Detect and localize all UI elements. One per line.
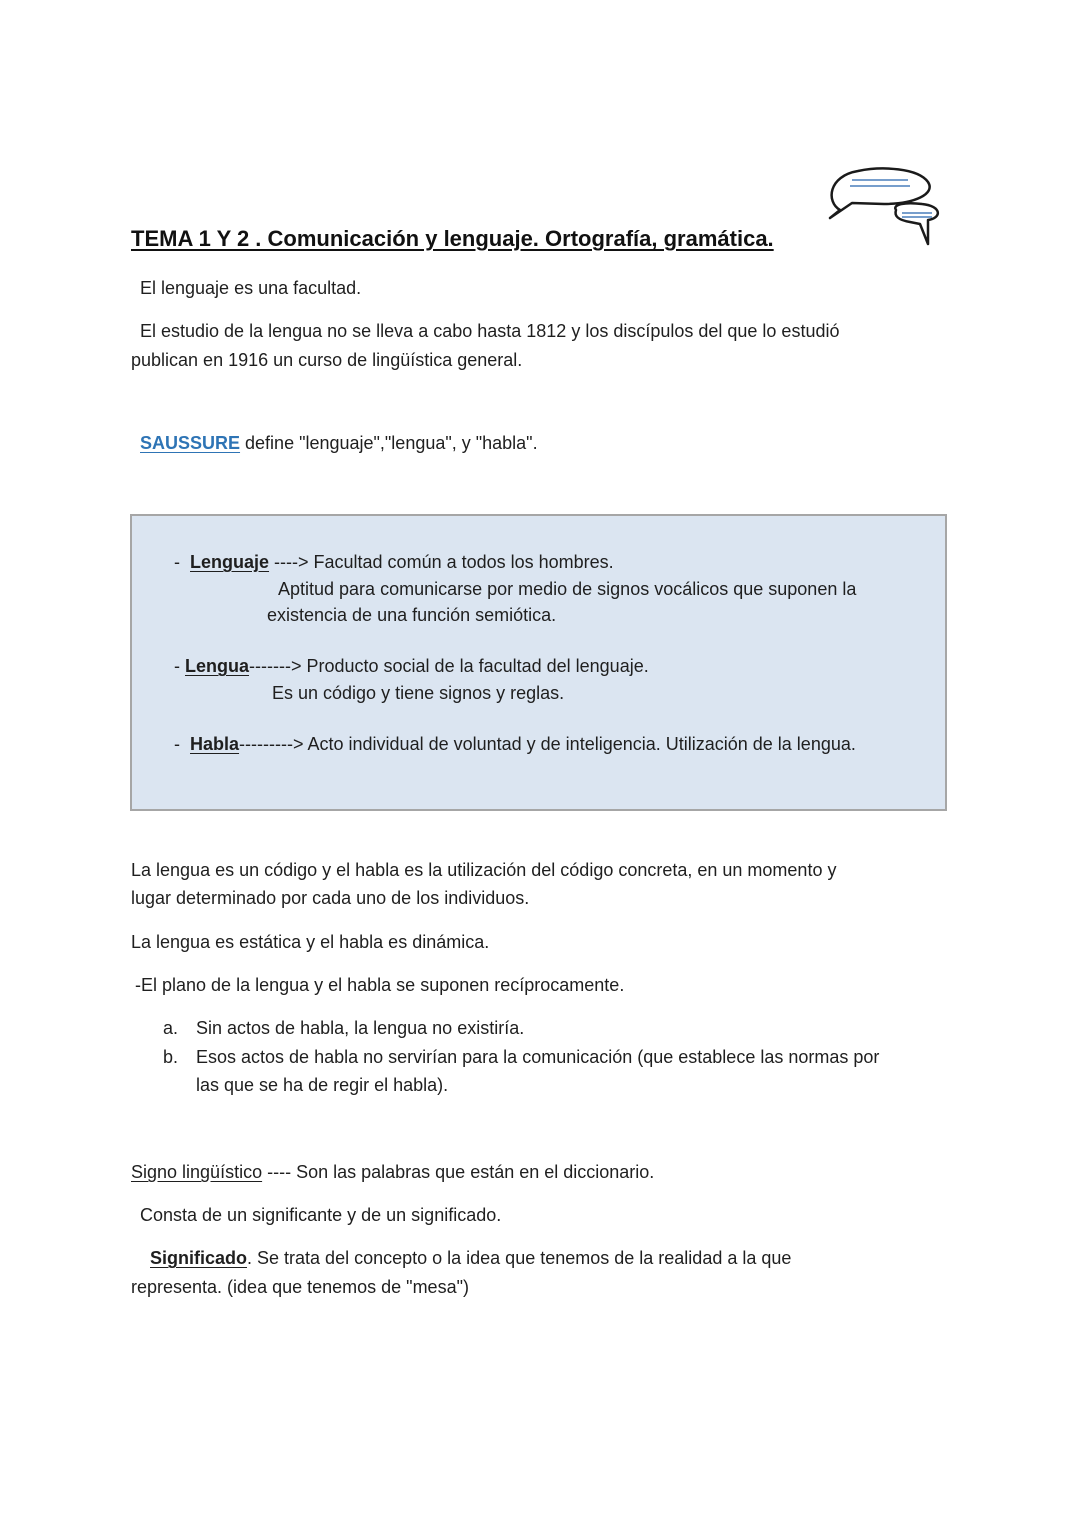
definition-lenguaje-text: ----> Facultad común a todos los hombres. [269, 552, 614, 572]
body-paragraph-1-line-1: La lengua es un código y el habla es la utilización del código concreta, en un momento y [131, 860, 837, 880]
bullet-dash: - [174, 552, 180, 572]
definitions-box [130, 514, 947, 811]
body-paragraph-1-line-2: lugar determinado por cada uno de los individuos. [131, 888, 530, 908]
definition-lenguaje-line-2: Aptitud para comunicarse por medio de signos vocálicos que suponen la [278, 579, 857, 599]
definition-lengua-line-2: Es un código y tiene signos y reglas. [272, 683, 565, 703]
list-item-b-line-2: las que se ha de regir el habla). [196, 1075, 449, 1095]
term-significado: Significado [150, 1248, 248, 1268]
speech-bubbles-icon [822, 162, 946, 252]
definition-lengua-text: -------> Producto social de la facultad del lenguaje. [249, 656, 649, 676]
term-lenguaje: Lenguaje [190, 552, 270, 572]
saussure-link[interactable]: SAUSSURE [140, 433, 241, 453]
list-marker-a: a. [163, 1018, 179, 1038]
definition-lenguaje-line-3: existencia de una función semiótica. [267, 605, 557, 625]
term-habla: Habla [190, 734, 240, 754]
body-paragraph-3: -El plano de la lengua y el habla se suponen recíprocamente. [135, 975, 625, 995]
definition-habla [174, 730, 856, 759]
signo-line [131, 1158, 654, 1187]
page-title: TEMA 1 Y 2 . Comunicación y lenguaje. Ortografía, gramática. [131, 226, 774, 251]
saussure-line [140, 429, 538, 458]
list-marker-b: b. [163, 1047, 179, 1067]
bullet-dash: - [174, 734, 180, 754]
definition-habla-text: ---------> Acto individual de voluntad y de inteligencia. Utilización de la lengua. [239, 734, 856, 754]
significado-line-1 [150, 1244, 791, 1273]
bullet-dash: - [174, 656, 185, 676]
definition-lengua [174, 652, 649, 681]
intro-paragraph-2-line-1: El estudio de la lengua no se lleva a cabo hasta 1812 y los discípulos del que lo estudió [140, 321, 840, 341]
body-paragraph-2: La lengua es estática y el habla es dinámica. [131, 932, 490, 952]
saussure-text: define "lenguaje","lengua", y "habla". [240, 433, 538, 453]
term-signo-linguistico: Signo lingüístico [131, 1162, 263, 1182]
intro-paragraph-1: El lenguaje es una facultad. [140, 278, 362, 298]
signo-text: ---- Son las palabras que están en el diccionario. [262, 1162, 655, 1182]
signo-consta: Consta de un significante y de un significado. [140, 1205, 502, 1225]
term-lengua: Lengua [185, 656, 250, 676]
list-item-a: Sin actos de habla, la lengua no existiría. [196, 1018, 525, 1038]
significado-text: . Se trata del concepto o la idea que tenemos de la realidad a la que [247, 1248, 792, 1268]
intro-paragraph-2-line-2: publican en 1916 un curso de lingüística general. [131, 350, 523, 370]
significado-line-2: representa. (idea que tenemos de "mesa") [131, 1277, 469, 1297]
definition-lenguaje [174, 548, 614, 577]
list-item-b-line-1: Esos actos de habla no servirían para la comunicación (que establece las normas por [196, 1047, 880, 1067]
